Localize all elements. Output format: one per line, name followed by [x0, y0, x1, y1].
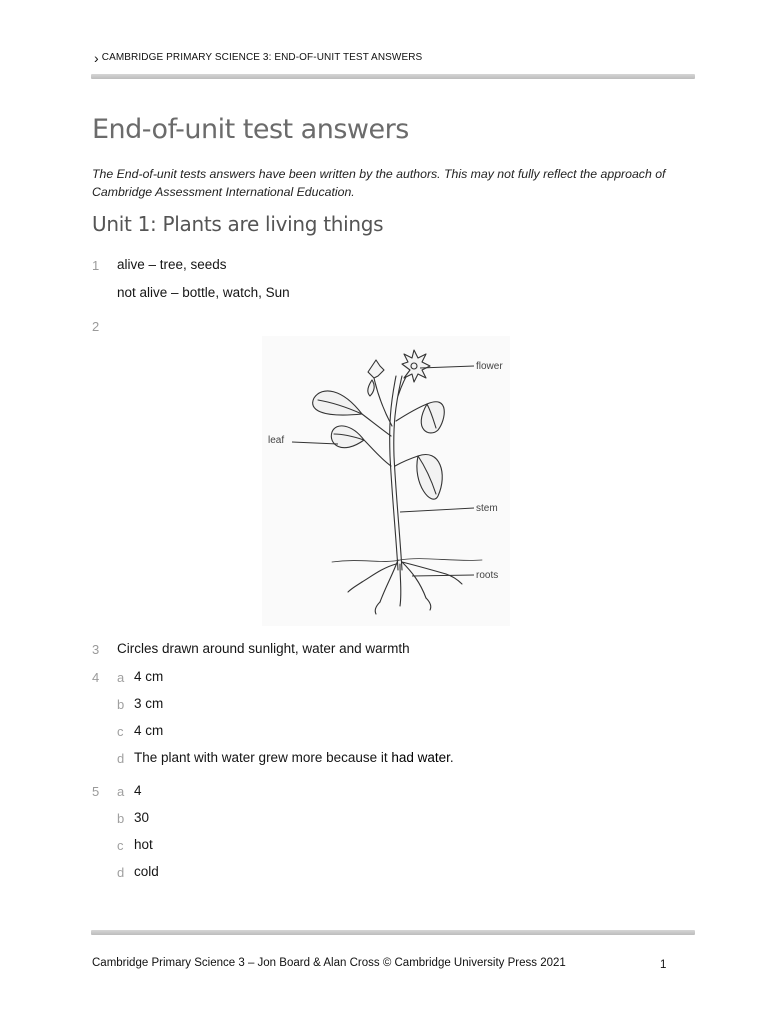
q4-part-d-answer: [134, 750, 454, 765]
q5-part-a-letter: a: [117, 784, 125, 799]
question-number-2: 2: [92, 319, 100, 334]
page-number: 1: [660, 959, 667, 971]
q5-part-d-answer: cold: [134, 864, 159, 879]
running-title: CAMBRIDGE PRIMARY SCIENCE 3: END-OF-UNIT TEST ANSWERS: [101, 52, 423, 63]
q5-part-d-letter: d: [117, 865, 125, 880]
q5-part-c-letter: c: [117, 838, 124, 853]
q4-part-b-letter: b: [117, 697, 125, 712]
unit-heading: Unit 1: Plants are living things: [92, 212, 384, 236]
q4-part-a-letter: a: [117, 670, 125, 685]
q5-part-a-answer: 4: [134, 783, 142, 798]
header-rule: [91, 74, 695, 79]
q1-answer-line-2: not alive – bottle, watch, Sun: [117, 285, 290, 300]
question-number-4: 4: [92, 670, 100, 685]
q5-part-c-answer: hot: [134, 837, 153, 852]
q4-part-d-emphasis: had water: [391, 750, 450, 765]
footer-citation: Cambridge Primary Science 3 – Jon Board & Alan Cross © Cambridge University Press 2021: [92, 957, 566, 969]
label-flower: flower: [476, 361, 503, 372]
label-roots: roots: [476, 570, 499, 581]
q5-part-b-answer: 30: [134, 810, 150, 825]
q4-part-d-period: .: [449, 750, 454, 765]
running-header: [94, 49, 423, 66]
question-number-5: 5: [92, 784, 100, 799]
label-stem: stem: [476, 503, 498, 514]
q4-part-d-text: The plant with water grew more because it: [134, 750, 392, 765]
question-number-1: 1: [92, 258, 100, 273]
q5-part-b-letter: b: [117, 811, 125, 826]
q1-answer-line-1: alive – tree, seeds: [117, 257, 227, 272]
page-title: End-of-unit test answers: [92, 114, 409, 145]
q3-answer: Circles drawn around sunlight, water and warmth: [117, 641, 410, 656]
label-leaf: leaf: [268, 435, 285, 446]
q4-part-c-answer: 4 cm: [134, 723, 164, 738]
question-number-3: 3: [92, 642, 100, 657]
disclaimer: The End-of-unit tests answers have been written by the authors. This may not fully reflect the approach of Cambridge Assessment International Education.: [92, 167, 666, 199]
footer-rule: [91, 930, 695, 935]
chevron-right-icon: ›: [94, 49, 99, 66]
q4-part-b-answer: 3 cm: [134, 696, 164, 711]
q4-part-d-letter: d: [117, 751, 125, 766]
q4-part-c-letter: c: [117, 724, 124, 739]
q4-part-a-answer: 4 cm: [134, 669, 164, 684]
plant-diagram: [262, 336, 510, 626]
